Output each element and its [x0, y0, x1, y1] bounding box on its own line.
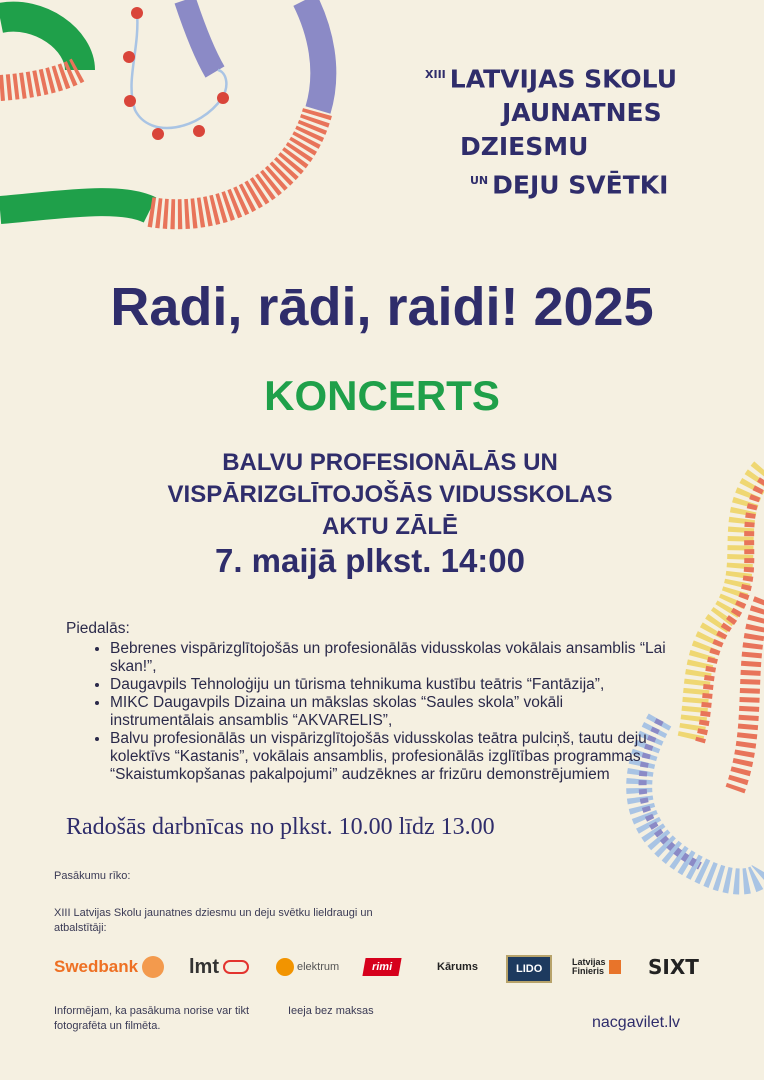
lmt-logo	[189, 952, 249, 982]
venue-line-1: BALVU PROFESIONĀLĀS UN	[222, 449, 558, 476]
elektrum-ball-icon	[276, 958, 294, 976]
lmt-text: lmt	[189, 955, 219, 978]
event-type: KONCERTS	[264, 372, 500, 419]
festival-line-1: LATVIJAS SKOLU	[449, 64, 678, 94]
participant-item: • MIKC Daugavpils Dizaina un mākslas skolas “Saules skola” vokāli instrumentālais ansamblis “AKVARELIS”,	[110, 694, 666, 730]
striped-arc	[150, 110, 318, 214]
event-datetime: 7. maijā plkst. 14:00	[214, 542, 525, 579]
karums-logo: Kārums	[437, 961, 478, 973]
elektrum-text: elektrum	[297, 961, 340, 973]
photo-notice: Informējam, ka pasākuma norise var tikt fotografēta un filmēta.	[54, 1005, 250, 1032]
striped-ribbon-left	[0, 70, 78, 88]
event-title: Radi, rādi, raidi! 2025	[110, 277, 654, 337]
swedbank-logo	[54, 952, 164, 982]
festival-line-4: DEJU SVĒTKI	[492, 170, 669, 200]
swedbank-oak-icon	[142, 956, 164, 978]
festival-line-2: JAUNATNES	[502, 98, 662, 128]
participants-section	[66, 620, 666, 784]
participant-item: • Bebrenes vispārizglītojošās un profesionālās vidusskolas vokālais ansamblis “Lai skan!”,	[110, 640, 666, 676]
organizer-label: Pasākumu rīko:	[54, 870, 131, 882]
finieris-text-1: Latvijas	[572, 957, 606, 967]
finieris-text-2: Finieris	[572, 966, 605, 976]
venue-line-2: VISPĀRIZGLĪTOJOŠĀS VIDUSSKOLAS	[167, 481, 613, 508]
green-ribbon-top	[0, 17, 80, 70]
festival-un: UN	[470, 174, 489, 188]
festival-logo-text	[425, 58, 677, 203]
festival-line-3: DZIESMU	[460, 132, 589, 162]
swedbank-text: Swedbank	[54, 957, 139, 976]
lido-logo: LIDO	[506, 955, 552, 983]
participants-heading: Piedalās:	[66, 620, 130, 637]
rimi-logo: rimi	[362, 958, 401, 976]
purple-stripe-top	[185, 0, 215, 72]
supporters-label: XIII Latvijas Skolu jaunatnes dziesmu un deju svētku lieldraugi un atbalstītāji:	[54, 907, 373, 934]
workshops-info: Radošās darbnīcas no plkst. 10.00 līdz 13.00	[66, 814, 495, 840]
participant-item: • Daugavpils Tehnoloģiju un tūrisma tehnikuma kustību teātris “Fantāzija”,	[110, 676, 666, 694]
participant-item: • Balvu profesionālās un vispārizglītojošās vidusskolas teātra pulciņš, tautu deju kolektīvs “Kastanis”, vokālais ansamblis, profesionālās izglītības programmas “Skaistumkopšanas pakalpojumi” audzēknes ar frizūru demonstrējumiem	[110, 730, 666, 784]
participants-list	[66, 640, 666, 784]
venue-line-3: AKTU ZĀLĒ	[322, 513, 458, 540]
elektrum-logo	[276, 952, 339, 982]
sixt-logo: SIXT	[648, 955, 699, 979]
lmt-loop-icon	[223, 960, 249, 974]
event-venue	[0, 447, 764, 543]
red-dots	[123, 7, 229, 140]
festival-numeral: XIII	[425, 68, 446, 81]
sponsor-logos	[54, 952, 704, 982]
right-red-ribbon	[735, 600, 764, 790]
website-link[interactable]: nacgavilet.lv	[592, 1014, 681, 1031]
latvijas-finieris-logo	[572, 952, 621, 982]
admission-info: Ieeja bez maksas	[288, 1005, 374, 1017]
green-ribbon-bottom	[0, 202, 150, 210]
purple-ribbon	[305, 0, 323, 110]
finieris-mark-icon	[609, 960, 621, 974]
